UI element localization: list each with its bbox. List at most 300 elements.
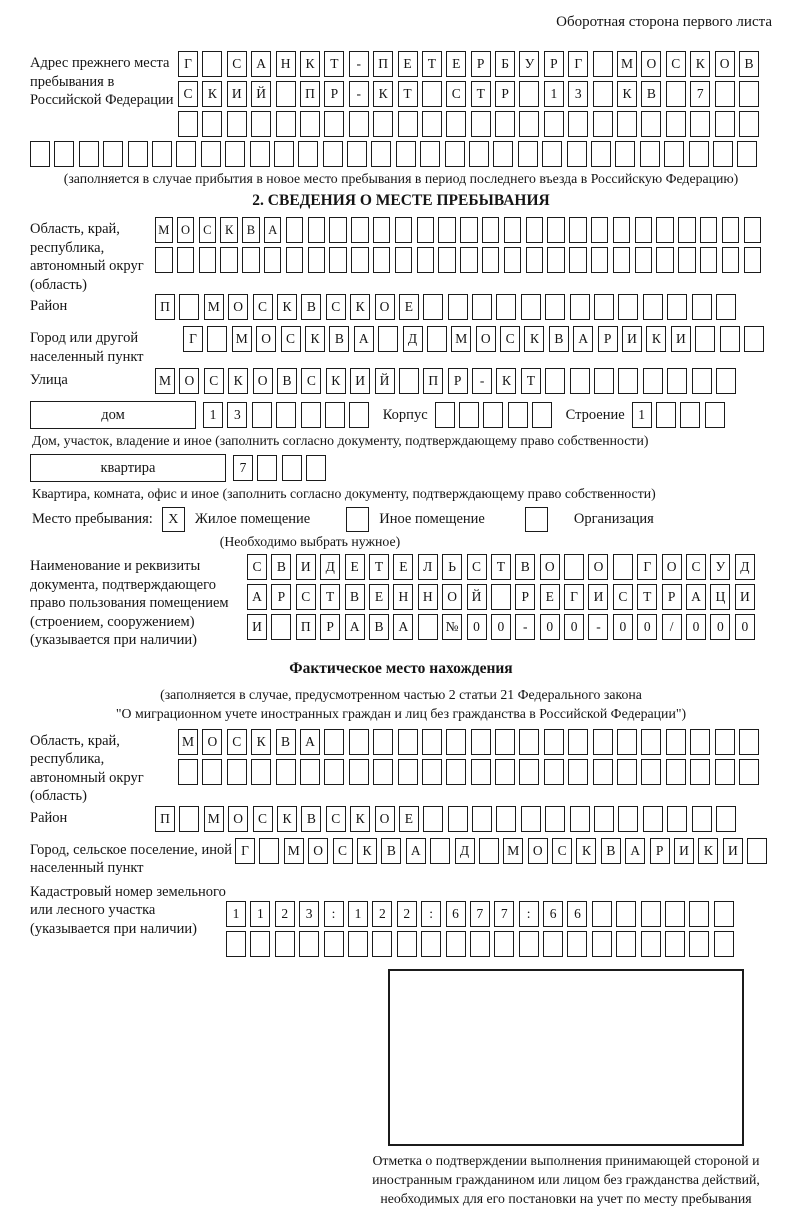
char-cell[interactable]: 1 — [226, 901, 246, 927]
char-cell[interactable]: С — [613, 584, 633, 610]
char-cell[interactable] — [395, 217, 413, 243]
char-cell[interactable] — [519, 931, 539, 957]
char-cell[interactable] — [616, 931, 636, 957]
char-cell[interactable]: В — [301, 294, 321, 320]
char-cell[interactable]: М — [155, 368, 175, 394]
char-cell[interactable] — [325, 402, 345, 428]
char-cell[interactable] — [482, 217, 500, 243]
char-cell[interactable] — [618, 806, 638, 832]
char-cell[interactable] — [715, 81, 735, 107]
char-cell[interactable] — [349, 111, 369, 137]
char-cell[interactable]: 7 — [470, 901, 490, 927]
char-cell[interactable]: М — [503, 838, 523, 864]
char-cell[interactable] — [714, 931, 734, 957]
char-cell[interactable]: А — [625, 838, 645, 864]
char-cell[interactable] — [739, 111, 759, 137]
char-cell[interactable]: О — [375, 806, 395, 832]
char-cell[interactable]: С — [281, 326, 301, 352]
char-cell[interactable]: О — [256, 326, 276, 352]
char-cell[interactable] — [615, 141, 635, 167]
char-cell[interactable] — [570, 294, 590, 320]
char-cell[interactable]: О — [202, 729, 222, 755]
char-cell[interactable] — [329, 217, 347, 243]
char-cell[interactable] — [664, 141, 684, 167]
char-cell[interactable] — [494, 931, 514, 957]
char-cell[interactable] — [690, 759, 710, 785]
char-cell[interactable]: 6 — [567, 901, 587, 927]
char-cell[interactable]: А — [406, 838, 426, 864]
char-cell[interactable] — [179, 294, 199, 320]
char-cell[interactable] — [689, 141, 709, 167]
char-cell[interactable] — [567, 141, 587, 167]
char-cell[interactable] — [479, 838, 499, 864]
char-cell[interactable] — [564, 554, 584, 580]
char-cell[interactable] — [665, 931, 685, 957]
organization-checkbox[interactable] — [525, 507, 548, 532]
char-cell[interactable] — [656, 247, 674, 273]
char-cell[interactable] — [592, 901, 612, 927]
char-cell[interactable]: К — [326, 368, 346, 394]
char-cell[interactable]: А — [251, 51, 271, 77]
char-cell[interactable]: А — [354, 326, 374, 352]
char-cell[interactable] — [739, 729, 759, 755]
char-cell[interactable]: С — [199, 217, 217, 243]
char-cell[interactable] — [276, 402, 296, 428]
char-cell[interactable] — [544, 111, 564, 137]
char-cell[interactable] — [569, 247, 587, 273]
char-cell[interactable] — [227, 111, 247, 137]
char-cell[interactable]: К — [617, 81, 637, 107]
char-cell[interactable]: Т — [422, 51, 442, 77]
char-cell[interactable]: О — [528, 838, 548, 864]
char-cell[interactable]: Ь — [442, 554, 462, 580]
char-cell[interactable] — [250, 141, 270, 167]
char-cell[interactable] — [521, 294, 541, 320]
char-cell[interactable]: 3 — [227, 402, 247, 428]
char-cell[interactable] — [496, 294, 516, 320]
char-cell[interactable]: К — [277, 806, 297, 832]
char-cell[interactable]: О — [179, 368, 199, 394]
char-cell[interactable] — [667, 806, 687, 832]
char-cell[interactable] — [519, 759, 539, 785]
char-cell[interactable]: О — [375, 294, 395, 320]
char-cell[interactable] — [202, 759, 222, 785]
char-cell[interactable] — [276, 759, 296, 785]
char-cell[interactable] — [678, 217, 696, 243]
char-cell[interactable] — [460, 217, 478, 243]
char-cell[interactable]: Л — [418, 554, 438, 580]
char-cell[interactable]: И — [247, 614, 267, 640]
char-cell[interactable]: В — [301, 806, 321, 832]
char-cell[interactable] — [446, 931, 466, 957]
char-cell[interactable] — [286, 217, 304, 243]
char-cell[interactable]: У — [519, 51, 539, 77]
char-cell[interactable] — [422, 729, 442, 755]
char-cell[interactable] — [689, 901, 709, 927]
char-cell[interactable]: № — [442, 614, 462, 640]
char-cell[interactable] — [459, 402, 479, 428]
char-cell[interactable]: К — [305, 326, 325, 352]
char-cell[interactable] — [252, 402, 272, 428]
char-cell[interactable] — [700, 247, 718, 273]
char-cell[interactable]: И — [588, 584, 608, 610]
char-cell[interactable]: Т — [637, 584, 657, 610]
char-cell[interactable] — [79, 141, 99, 167]
char-cell[interactable]: Н — [393, 584, 413, 610]
char-cell[interactable] — [202, 51, 222, 77]
char-cell[interactable] — [532, 402, 552, 428]
char-cell[interactable] — [299, 931, 319, 957]
char-cell[interactable]: Р — [598, 326, 618, 352]
char-cell[interactable] — [329, 247, 347, 273]
char-cell[interactable] — [435, 402, 455, 428]
char-cell[interactable] — [275, 931, 295, 957]
char-cell[interactable]: О — [476, 326, 496, 352]
char-cell[interactable]: М — [178, 729, 198, 755]
char-cell[interactable]: С — [326, 806, 346, 832]
char-cell[interactable] — [250, 931, 270, 957]
char-cell[interactable]: А — [393, 614, 413, 640]
char-cell[interactable] — [519, 111, 539, 137]
char-cell[interactable] — [274, 141, 294, 167]
char-cell[interactable]: В — [641, 81, 661, 107]
char-cell[interactable]: Р — [271, 584, 291, 610]
char-cell[interactable] — [744, 326, 764, 352]
char-cell[interactable] — [347, 141, 367, 167]
char-cell[interactable] — [496, 806, 516, 832]
char-cell[interactable]: Е — [446, 51, 466, 77]
char-cell[interactable] — [396, 141, 416, 167]
char-cell[interactable] — [666, 729, 686, 755]
char-cell[interactable] — [300, 111, 320, 137]
char-cell[interactable]: 7 — [233, 455, 253, 481]
char-cell[interactable] — [483, 402, 503, 428]
char-cell[interactable]: В — [739, 51, 759, 77]
char-cell[interactable]: К — [277, 294, 297, 320]
char-cell[interactable] — [722, 247, 740, 273]
char-cell[interactable]: И — [350, 368, 370, 394]
char-cell[interactable] — [472, 294, 492, 320]
char-cell[interactable] — [739, 759, 759, 785]
char-cell[interactable]: А — [264, 217, 282, 243]
char-cell[interactable]: И — [723, 838, 743, 864]
char-cell[interactable] — [667, 294, 687, 320]
char-cell[interactable] — [349, 402, 369, 428]
char-cell[interactable] — [448, 294, 468, 320]
char-cell[interactable] — [656, 402, 676, 428]
char-cell[interactable] — [545, 806, 565, 832]
char-cell[interactable] — [207, 326, 227, 352]
char-cell[interactable] — [421, 931, 441, 957]
char-cell[interactable] — [372, 931, 392, 957]
char-cell[interactable]: Г — [183, 326, 203, 352]
char-cell[interactable] — [220, 247, 238, 273]
char-cell[interactable] — [417, 247, 435, 273]
char-cell[interactable]: П — [300, 81, 320, 107]
char-cell[interactable]: Н — [276, 51, 296, 77]
char-cell[interactable] — [482, 247, 500, 273]
char-cell[interactable] — [739, 81, 759, 107]
char-cell[interactable]: Р — [471, 51, 491, 77]
char-cell[interactable]: Е — [398, 51, 418, 77]
char-cell[interactable]: С — [326, 294, 346, 320]
char-cell[interactable] — [418, 614, 438, 640]
char-cell[interactable]: Е — [399, 806, 419, 832]
char-cell[interactable] — [545, 368, 565, 394]
char-cell[interactable]: Е — [393, 554, 413, 580]
char-cell[interactable]: С — [333, 838, 353, 864]
other-premises-checkbox[interactable] — [346, 507, 369, 532]
char-cell[interactable]: В — [601, 838, 621, 864]
char-cell[interactable]: К — [646, 326, 666, 352]
char-cell[interactable]: С — [446, 81, 466, 107]
char-cell[interactable] — [397, 931, 417, 957]
char-cell[interactable] — [567, 931, 587, 957]
char-cell[interactable]: 0 — [564, 614, 584, 640]
char-cell[interactable]: М — [232, 326, 252, 352]
residential-checkbox[interactable]: X — [162, 507, 185, 532]
char-cell[interactable]: / — [662, 614, 682, 640]
char-cell[interactable]: Р — [324, 81, 344, 107]
char-cell[interactable] — [298, 141, 318, 167]
char-cell[interactable]: О — [228, 806, 248, 832]
char-cell[interactable] — [422, 759, 442, 785]
char-cell[interactable]: С — [227, 51, 247, 77]
char-cell[interactable]: О — [177, 217, 195, 243]
char-cell[interactable]: А — [573, 326, 593, 352]
char-cell[interactable]: А — [300, 729, 320, 755]
char-cell[interactable] — [427, 326, 447, 352]
char-cell[interactable]: Е — [345, 554, 365, 580]
char-cell[interactable] — [103, 141, 123, 167]
char-cell[interactable] — [593, 51, 613, 77]
char-cell[interactable] — [680, 402, 700, 428]
char-cell[interactable] — [715, 729, 735, 755]
char-cell[interactable] — [667, 368, 687, 394]
char-cell[interactable] — [438, 247, 456, 273]
char-cell[interactable]: С — [296, 584, 316, 610]
char-cell[interactable] — [286, 247, 304, 273]
char-cell[interactable]: С — [253, 294, 273, 320]
char-cell[interactable]: - — [349, 81, 369, 107]
char-cell[interactable] — [690, 111, 710, 137]
char-cell[interactable] — [324, 759, 344, 785]
char-cell[interactable]: 0 — [637, 614, 657, 640]
char-cell[interactable] — [493, 141, 513, 167]
char-cell[interactable] — [544, 729, 564, 755]
char-cell[interactable]: С — [467, 554, 487, 580]
char-cell[interactable]: Т — [491, 554, 511, 580]
char-cell[interactable] — [692, 806, 712, 832]
char-cell[interactable] — [225, 141, 245, 167]
char-cell[interactable] — [417, 217, 435, 243]
char-cell[interactable] — [508, 402, 528, 428]
char-cell[interactable] — [308, 217, 326, 243]
char-cell[interactable] — [373, 759, 393, 785]
char-cell[interactable] — [471, 729, 491, 755]
char-cell[interactable]: О — [308, 838, 328, 864]
char-cell[interactable]: В — [329, 326, 349, 352]
char-cell[interactable] — [665, 901, 685, 927]
char-cell[interactable]: А — [345, 614, 365, 640]
char-cell[interactable]: 1 — [544, 81, 564, 107]
char-cell[interactable] — [542, 141, 562, 167]
char-cell[interactable] — [373, 247, 391, 273]
char-cell[interactable]: Б — [495, 51, 515, 77]
char-cell[interactable]: Т — [398, 81, 418, 107]
char-cell[interactable] — [495, 111, 515, 137]
char-cell[interactable] — [593, 729, 613, 755]
char-cell[interactable] — [543, 931, 563, 957]
char-cell[interactable]: Т — [320, 584, 340, 610]
char-cell[interactable]: 3 — [299, 901, 319, 927]
char-cell[interactable]: 2 — [372, 901, 392, 927]
char-cell[interactable] — [300, 759, 320, 785]
char-cell[interactable]: Й — [467, 584, 487, 610]
char-cell[interactable] — [423, 294, 443, 320]
char-cell[interactable]: П — [373, 51, 393, 77]
char-cell[interactable] — [666, 81, 686, 107]
char-cell[interactable]: 0 — [491, 614, 511, 640]
char-cell[interactable]: - — [349, 51, 369, 77]
char-cell[interactable] — [422, 81, 442, 107]
char-cell[interactable] — [301, 402, 321, 428]
char-cell[interactable] — [351, 217, 369, 243]
char-cell[interactable] — [640, 141, 660, 167]
char-cell[interactable]: И — [227, 81, 247, 107]
char-cell[interactable]: В — [369, 614, 389, 640]
char-cell[interactable]: Т — [369, 554, 389, 580]
char-cell[interactable] — [378, 326, 398, 352]
char-cell[interactable] — [666, 111, 686, 137]
char-cell[interactable]: 1 — [632, 402, 652, 428]
char-cell[interactable] — [591, 217, 609, 243]
char-cell[interactable] — [349, 729, 369, 755]
char-cell[interactable] — [545, 294, 565, 320]
char-cell[interactable] — [641, 931, 661, 957]
char-cell[interactable] — [617, 759, 637, 785]
char-cell[interactable]: О — [641, 51, 661, 77]
char-cell[interactable] — [202, 111, 222, 137]
char-cell[interactable]: Р — [448, 368, 468, 394]
char-cell[interactable]: Д — [735, 554, 755, 580]
char-cell[interactable] — [641, 901, 661, 927]
char-cell[interactable]: 0 — [710, 614, 730, 640]
char-cell[interactable] — [178, 111, 198, 137]
char-cell[interactable]: О — [253, 368, 273, 394]
char-cell[interactable] — [152, 141, 172, 167]
char-cell[interactable] — [323, 141, 343, 167]
char-cell[interactable] — [178, 759, 198, 785]
char-cell[interactable]: : — [519, 901, 539, 927]
char-cell[interactable] — [591, 247, 609, 273]
char-cell[interactable] — [747, 838, 767, 864]
char-cell[interactable] — [519, 81, 539, 107]
char-cell[interactable]: Н — [418, 584, 438, 610]
char-cell[interactable] — [613, 217, 631, 243]
char-cell[interactable] — [398, 759, 418, 785]
char-cell[interactable] — [373, 729, 393, 755]
char-cell[interactable]: К — [220, 217, 238, 243]
char-cell[interactable] — [504, 217, 522, 243]
char-cell[interactable] — [519, 729, 539, 755]
char-cell[interactable]: К — [496, 368, 516, 394]
char-cell[interactable] — [592, 931, 612, 957]
char-cell[interactable]: Р — [320, 614, 340, 640]
char-cell[interactable] — [521, 806, 541, 832]
char-cell[interactable]: Д — [320, 554, 340, 580]
char-cell[interactable]: П — [155, 806, 175, 832]
char-cell[interactable]: Г — [568, 51, 588, 77]
char-cell[interactable] — [251, 111, 271, 137]
char-cell[interactable] — [227, 759, 247, 785]
char-cell[interactable] — [594, 294, 614, 320]
char-cell[interactable] — [593, 759, 613, 785]
char-cell[interactable] — [276, 81, 296, 107]
char-cell[interactable] — [737, 141, 757, 167]
char-cell[interactable] — [128, 141, 148, 167]
char-cell[interactable] — [715, 759, 735, 785]
char-cell[interactable] — [398, 729, 418, 755]
char-cell[interactable] — [306, 455, 326, 481]
char-cell[interactable]: И — [622, 326, 642, 352]
char-cell[interactable]: С — [227, 729, 247, 755]
char-cell[interactable]: Е — [540, 584, 560, 610]
char-cell[interactable]: 1 — [203, 402, 223, 428]
char-cell[interactable]: К — [350, 806, 370, 832]
char-cell[interactable]: И — [735, 584, 755, 610]
char-cell[interactable]: У — [710, 554, 730, 580]
char-cell[interactable]: 0 — [686, 614, 706, 640]
char-cell[interactable]: Ц — [710, 584, 730, 610]
char-cell[interactable] — [259, 838, 279, 864]
char-cell[interactable] — [568, 729, 588, 755]
char-cell[interactable] — [690, 729, 710, 755]
char-cell[interactable] — [568, 759, 588, 785]
char-cell[interactable]: Д — [455, 838, 475, 864]
char-cell[interactable] — [495, 759, 515, 785]
char-cell[interactable]: В — [276, 729, 296, 755]
char-cell[interactable] — [242, 247, 260, 273]
char-cell[interactable] — [448, 806, 468, 832]
char-cell[interactable]: - — [515, 614, 535, 640]
char-cell[interactable]: М — [204, 806, 224, 832]
char-cell[interactable] — [351, 247, 369, 273]
char-cell[interactable]: 2 — [275, 901, 295, 927]
char-cell[interactable]: П — [296, 614, 316, 640]
char-cell[interactable] — [568, 111, 588, 137]
char-cell[interactable]: О — [715, 51, 735, 77]
char-cell[interactable] — [471, 759, 491, 785]
char-cell[interactable] — [656, 217, 674, 243]
char-cell[interactable] — [616, 901, 636, 927]
char-cell[interactable]: Р — [544, 51, 564, 77]
char-cell[interactable]: 3 — [568, 81, 588, 107]
char-cell[interactable]: Е — [369, 584, 389, 610]
char-cell[interactable] — [526, 217, 544, 243]
char-cell[interactable]: 1 — [250, 901, 270, 927]
char-cell[interactable]: В — [277, 368, 297, 394]
char-cell[interactable]: К — [300, 51, 320, 77]
char-cell[interactable] — [716, 368, 736, 394]
char-cell[interactable] — [643, 294, 663, 320]
char-cell[interactable]: Р — [515, 584, 535, 610]
char-cell[interactable]: О — [540, 554, 560, 580]
char-cell[interactable]: С — [178, 81, 198, 107]
char-cell[interactable] — [594, 368, 614, 394]
char-cell[interactable]: 7 — [690, 81, 710, 107]
char-cell[interactable] — [420, 141, 440, 167]
